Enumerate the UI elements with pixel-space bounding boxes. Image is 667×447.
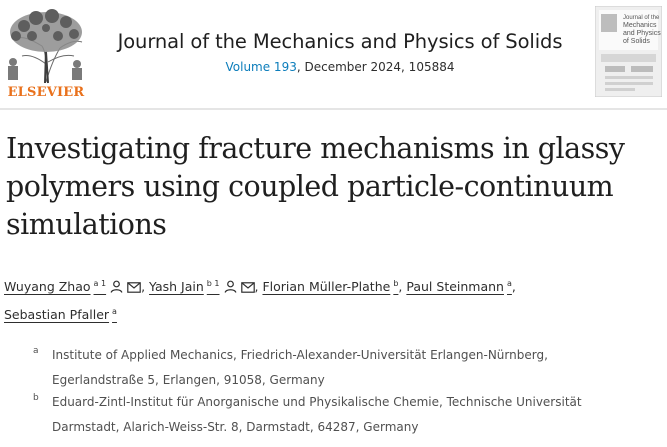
journal-info <box>96 30 584 74</box>
author-separator: , <box>398 279 403 294</box>
author-affiliation-marker: a 1 <box>93 279 107 288</box>
volume-link[interactable]: Volume 193 <box>225 60 297 74</box>
author-name: Yash Jain <box>149 279 204 294</box>
header-divider <box>0 108 667 110</box>
affiliation-marker: a <box>33 346 39 356</box>
elsevier-logo[interactable] <box>2 6 90 102</box>
author-link[interactable] <box>149 271 219 299</box>
author-name: Sebastian Pfaller <box>4 307 110 322</box>
article-header <box>0 0 667 108</box>
article-title: Investigating fracture mechanisms in glassy polymers using coupled particle-continuum simulations <box>6 132 625 241</box>
envelope-icon[interactable] <box>241 282 255 293</box>
author-list <box>4 271 664 327</box>
cover-title-3: and Physics <box>623 30 661 37</box>
author-affiliation-marker: a <box>112 307 117 316</box>
issue-info <box>96 60 584 74</box>
author-separator: , <box>511 279 516 294</box>
author-link[interactable] <box>4 299 117 327</box>
author-link[interactable] <box>406 271 512 299</box>
journal-name-link[interactable]: Journal of the Mechanics and Physics of Solids <box>117 30 563 53</box>
author-affiliation-marker: b <box>393 279 399 288</box>
journal-cover-thumbnail[interactable] <box>595 6 662 97</box>
cover-image <box>595 6 662 97</box>
person-icon[interactable] <box>110 280 123 293</box>
person-icon[interactable] <box>224 280 237 293</box>
affiliation-text: Institute of Applied Mechanics, Friedrich-Alexander-Universität Erlangen-Nürnberg, Egerlandstraße 5, Erlangen, 91058, Germany <box>52 348 548 387</box>
cover-title-2: Mechanics <box>623 22 657 29</box>
author-name: Wuyang Zhao <box>4 279 91 294</box>
cover-title-1: Journal of the <box>623 15 660 21</box>
affiliation-marker: b <box>33 393 39 403</box>
author-name: Paul Steinmann <box>406 279 504 294</box>
envelope-icon[interactable] <box>127 282 141 293</box>
cover-title-4: of Solids <box>623 38 650 45</box>
affiliation-text: Eduard-Zintl-Institut für Anorganische und Physikalische Chemie, Technische Universität Darmstadt, Alarich-Weiss-Str. 8, Darmstadt, 64287, Germany <box>52 395 582 434</box>
author-affiliation-marker: b 1 <box>206 279 220 288</box>
issue-details: , December 2024, 105884 <box>296 60 455 74</box>
author-separator: , <box>254 279 259 294</box>
author-link[interactable] <box>4 271 106 299</box>
author-link[interactable] <box>262 271 398 299</box>
author-separator: , <box>141 279 146 294</box>
publisher-name: ELSEVIER <box>7 85 85 100</box>
author-affiliation-marker: a <box>506 279 512 288</box>
author-name: Florian Müller-Plathe <box>262 279 391 294</box>
tree-logo-icon <box>2 6 90 84</box>
